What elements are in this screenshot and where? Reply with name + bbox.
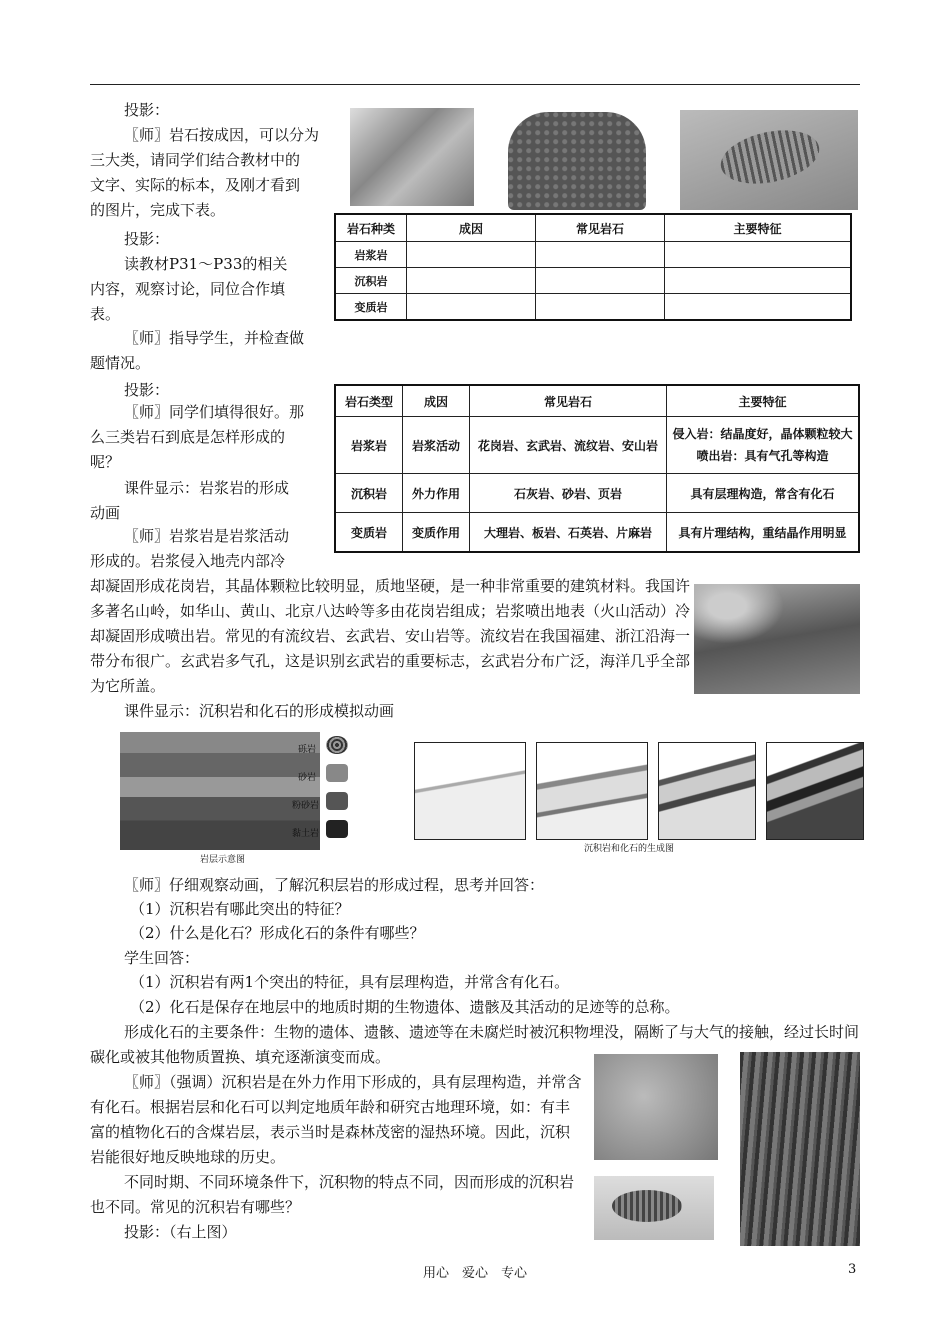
intro-line: 表。 (90, 305, 121, 323)
intro-line: 文字、实际的标本，及刚才看到 (90, 176, 301, 194)
intro-line: 题情况。 (90, 354, 151, 372)
intro-line: 呢？ (90, 453, 121, 471)
magma-paragraph: 却凝固形成花岗岩，其晶体颗粒比较明显，质地坚硬，是一种非常重要的建筑材料。我国许多著名山岭，如华山、黄山、北京八达岭等多由花岗岩组成；岩浆喷出地表（火山活动）冷却凝固形成喷出岩。常见的有流纹岩、玄武岩、安山岩等。流纹岩在我国福建、浙江沿海一带分布很广。玄武岩多气孔，这是识别玄武岩的重要标志，玄武岩分布广泛，海洋几乎全部为它所盖。 (90, 577, 691, 695)
table2-header: 常见岩石 (470, 385, 667, 417)
layers-caption: 岩层示意图 (200, 855, 246, 865)
fossil-stage-panel (658, 742, 756, 840)
table2-header: 岩石类型 (335, 385, 403, 417)
trilobite-fossil-photo (680, 110, 858, 210)
table2-cell: 岩浆岩 (335, 417, 403, 474)
sed-animation-title: 课件显示：沉积岩和化石的形成模拟动画 (124, 702, 395, 720)
table1-cell[interactable] (407, 242, 536, 268)
table2-header: 主要特征 (667, 385, 860, 417)
page-number: 3 (848, 1262, 857, 1277)
intro-line: 么三类岩石到底是怎样形成的 (90, 428, 286, 446)
plant-fossil-photo (594, 1054, 718, 1160)
layer-label: 砾岩 (298, 745, 317, 755)
qa-line: 学生回答： (124, 949, 200, 967)
table1-header: 常见岩石 (536, 214, 665, 242)
fossil-stage-panel (536, 742, 648, 840)
intro-line: 〖师〗岩石按成因，可以分为 (124, 126, 320, 144)
fossil-conditions-paragraph: 形成化石的主要条件：生物的遗体、遗骸、遗迹等在未腐烂时被沉积物埋没，隔断了与大气的接触，经过长时间碳化或被其他物质置换、填充逐渐演变而成。 (90, 1023, 860, 1066)
table2-cell: 岩浆活动 (403, 417, 470, 474)
table2-feature-line: 侵入岩：结晶度好，晶体颗粒较大 (672, 427, 853, 441)
intro-line: 投影： (124, 230, 170, 248)
table1-header: 岩石种类 (335, 214, 407, 242)
difference-paragraph: 不同时期、不同环境条件下，沉积物的特点不同，因而形成的沉积岩也不同。常见的沉积岩有哪些？ (90, 1173, 575, 1216)
table2-cell: 大理岩、板岩、石英岩、片麻岩 (470, 513, 667, 553)
fossil-stage-panel (766, 742, 864, 840)
table2-cell: 外力作用 (403, 474, 470, 513)
crystal-rock-photo (350, 108, 474, 206)
intro-line: 课件显示：岩浆岩的形成 (124, 479, 290, 497)
basalt-rock-photo (508, 112, 646, 210)
rock-layers-figure (120, 732, 370, 865)
table2-feature-line: 喷出岩：具有气孔等构造 (696, 449, 829, 463)
layer-label: 粉砂岩 (292, 801, 320, 811)
table1-cell[interactable] (665, 268, 852, 294)
intro-line: 〖师〗岩浆岩是岩浆活动 (124, 527, 290, 545)
table1-cell[interactable] (665, 294, 852, 321)
qa-line: 〖师〗仔细观察动画，了解沉积层岩的形成过程，思考并回答： (124, 876, 545, 894)
table2-cell: 具有层理构造，常含有化石 (667, 474, 860, 513)
projection-line: 投影：（右上图） (124, 1223, 237, 1241)
intro-line: 动画 (90, 504, 121, 522)
intro-line: 〖师〗指导学生，并检查做 (124, 329, 305, 347)
intro-line: 投影： (124, 101, 170, 119)
layer-label: 黏土岩 (292, 829, 320, 839)
layer-label: 砂岩 (298, 773, 317, 783)
table2-cell: 石灰岩、砂岩、页岩 (470, 474, 667, 513)
rock-classification-answer-table (334, 384, 860, 553)
intro-line: 的图片，完成下表。 (90, 201, 226, 219)
trilobite-small-photo (594, 1176, 714, 1240)
fossil-stage-panel (414, 742, 526, 840)
qa-line: （1）沉积岩有两1个突出的特征，具有层理构造，并常含有化石。 (130, 973, 570, 991)
emphasis-paragraph: 〖师〗（强调）沉积岩是在外力作用下形成的，具有层理构造，并常含有化石。根据岩层和化石可以判定地质年龄和研究古地理环境，如：有丰富的植物化石的含煤岩层，表示当时是森林茂密的湿热环境。因此，沉积岩能很好地反映地球的历史。 (90, 1073, 582, 1166)
table1-rowhead: 沉积岩 (335, 268, 407, 294)
table1-rowhead: 岩浆岩 (335, 242, 407, 268)
table1-cell[interactable] (536, 294, 665, 321)
intro-line: 内容，观察讨论，同位合作填 (90, 280, 286, 298)
qa-line: （2）化石是保存在地层中的地质时期的生物遗体、遗骸及其活动的足迹等的总称。 (130, 998, 680, 1016)
fossil-caption: 沉积岩和化石的生成图 (584, 844, 675, 854)
rhyolite-rock-photo (694, 584, 860, 694)
intro-line: 读教材P31～P33的相关 (124, 255, 288, 273)
table1-cell[interactable] (536, 268, 665, 294)
table2-cell (667, 417, 860, 474)
intro-line: 〖师〗同学们填得很好。那 (124, 403, 305, 421)
coal-layer-photo (740, 1052, 860, 1246)
table2-cell: 具有片理结构，重结晶作用明显 (667, 513, 860, 553)
rock-classification-empty-table (334, 213, 852, 321)
table1-header: 主要特征 (665, 214, 852, 242)
intro-line: 投影： (124, 381, 170, 399)
table1-cell[interactable] (407, 294, 536, 321)
qa-line: （2）什么是化石？形成化石的条件有哪些？ (130, 924, 425, 942)
intro-line: 三大类，请同学们结合教材中的 (90, 151, 301, 169)
table1-rowhead: 变质岩 (335, 294, 407, 321)
table1-cell[interactable] (665, 242, 852, 268)
table1-cell[interactable] (407, 268, 536, 294)
table1-header: 成因 (407, 214, 536, 242)
table1-cell[interactable] (536, 242, 665, 268)
header-rule (90, 84, 860, 85)
table2-header: 成因 (403, 385, 470, 417)
table2-cell: 花岗岩、玄武岩、流纹岩、安山岩 (470, 417, 667, 474)
table2-cell: 变质作用 (403, 513, 470, 553)
footer-motto: 用心 爱心 专心 (422, 1266, 527, 1281)
table2-cell: 沉积岩 (335, 474, 403, 513)
table2-cell: 变质岩 (335, 513, 403, 553)
intro-line: 形成的。岩浆侵入地壳内部冷 (90, 552, 286, 570)
qa-line: （1）沉积岩有哪此突出的特征？ (130, 900, 350, 918)
